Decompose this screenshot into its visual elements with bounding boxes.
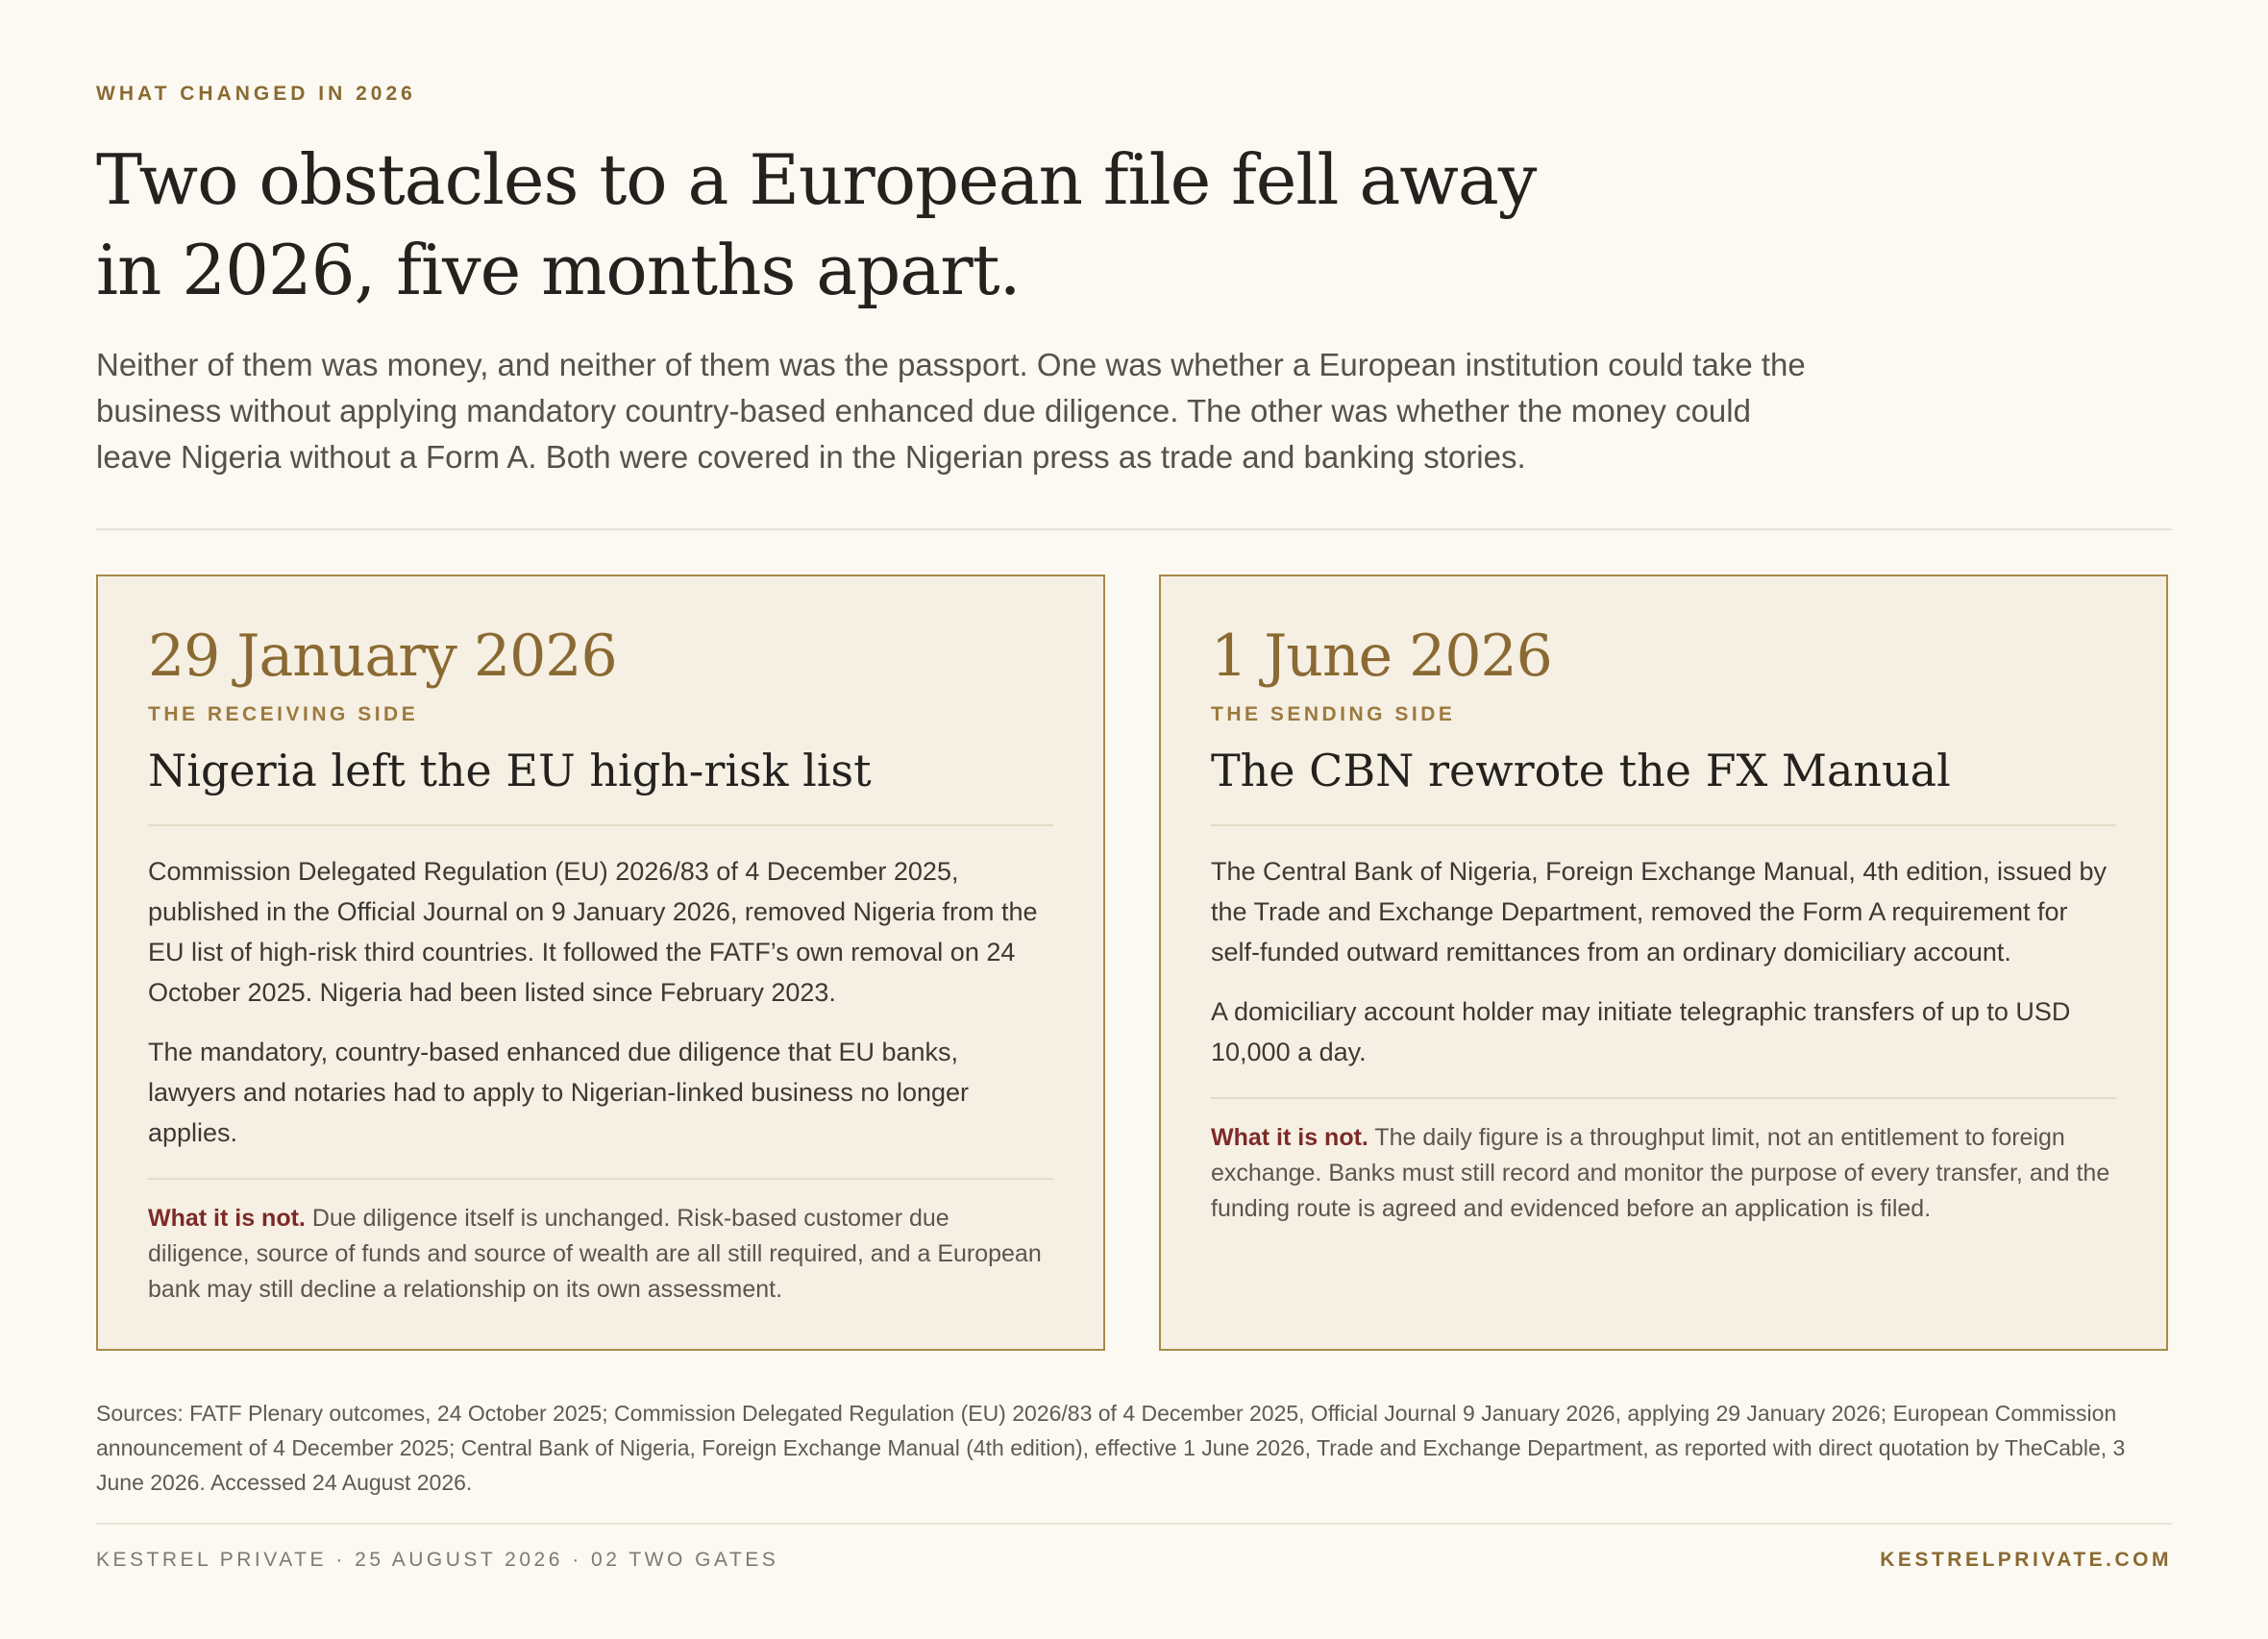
card-kicker: THE RECEIVING SIDE (148, 703, 419, 725)
card-note-divider (148, 1178, 1053, 1180)
page-headline (96, 135, 1634, 315)
card-divider (1211, 824, 2116, 826)
card-sending-side (1159, 575, 2168, 1351)
footer-divider (96, 1523, 2172, 1525)
footer-website-link[interactable]: KESTRELPRIVATE.COM (1880, 1549, 2172, 1571)
card-kicker: THE SENDING SIDE (1211, 703, 1456, 725)
card-paragraph: The Central Bank of Nigeria, Foreign Exchange Manual, 4th edition, issued by the Trade and Exchange Department, removed the Form A requirement for self-funded outward remittances from an ordinary domiciliary account. (1211, 857, 2108, 966)
section-eyebrow: WHAT CHANGED IN 2026 (96, 83, 416, 105)
card-note-text: Due diligence itself is unchanged. Risk-based customer due diligence, source of funds and source of wealth are all still required, and a European bank may still decline a relationship on its own assessment. (148, 1205, 1042, 1303)
lede-paragraph: Neither of them was money, and neither of them was the passport. One was whether a European institution could take the business without applying mandatory country-based enhanced due diligence. The other was whether the money could leave Nigeria without a Form A. Both were covered in the Nigerian press as trade and banking stories. (96, 347, 1806, 475)
sources-note: Sources: FATF Plenary outcomes, 24 October 2025; Commission Delegated Regulation (EU) 2026/83 of 4 December 2025, Official Journal 9 January 2026, applying 29 January 2026; European Commission announcement of 4 December 2025; Central Bank of Nigeria, Foreign Exchange Manual (4th edition), effective 1 June 2026, Trade and Exchange Department, as reported with direct quotation by TheCable, 3 June 2026. Accessed 24 August 2026. (96, 1401, 2126, 1495)
card-date: 29 January 2026 (148, 623, 617, 690)
card-note-text: The daily figure is a throughput limit, not an entitlement to foreign exchange. Banks must still record and monitor the purpose of every transfer, and the funding route is agreed and evidenced before an application is filed. (1211, 1124, 2110, 1222)
top-divider (96, 528, 2172, 530)
card-title: The CBN rewrote the FX Manual (1211, 745, 1951, 796)
card-body (1211, 851, 2116, 1072)
card-title: Nigeria left the EU high-risk list (148, 745, 872, 796)
card-note (1211, 1120, 2116, 1227)
card-receiving-side (96, 575, 1105, 1351)
card-date: 1 June 2026 (1211, 623, 1552, 690)
card-note (148, 1201, 1053, 1308)
card-note-lead: What it is not. (1211, 1124, 1368, 1151)
card-paragraph: The mandatory, country-based enhanced due diligence that EU banks, lawyers and notaries had to apply to Nigerian-linked business no longer applies. (148, 1038, 970, 1147)
headline-line-1: Two obstacles to a European file fell away (96, 139, 1537, 220)
footer-credit: KESTREL PRIVATE · 25 AUGUST 2026 · 02 TWO GATES (96, 1549, 779, 1571)
card-body (148, 851, 1053, 1153)
card-divider (148, 824, 1053, 826)
card-paragraph: Commission Delegated Regulation (EU) 2026/83 of 4 December 2025, published in the Official Journal on 9 January 2026, removed Nigeria from the EU list of high-risk third countries. It followed the FATF’s own removal on 24 October 2025. Nigeria had been listed since February 2023. (148, 857, 1038, 1007)
headline-line-2: in 2026, five months apart. (96, 230, 1021, 310)
card-note-lead: What it is not. (148, 1205, 306, 1232)
card-note-divider (1211, 1097, 2116, 1099)
card-paragraph: A domiciliary account holder may initiate telegraphic transfers of up to USD 10,000 a day. (1211, 997, 2071, 1066)
